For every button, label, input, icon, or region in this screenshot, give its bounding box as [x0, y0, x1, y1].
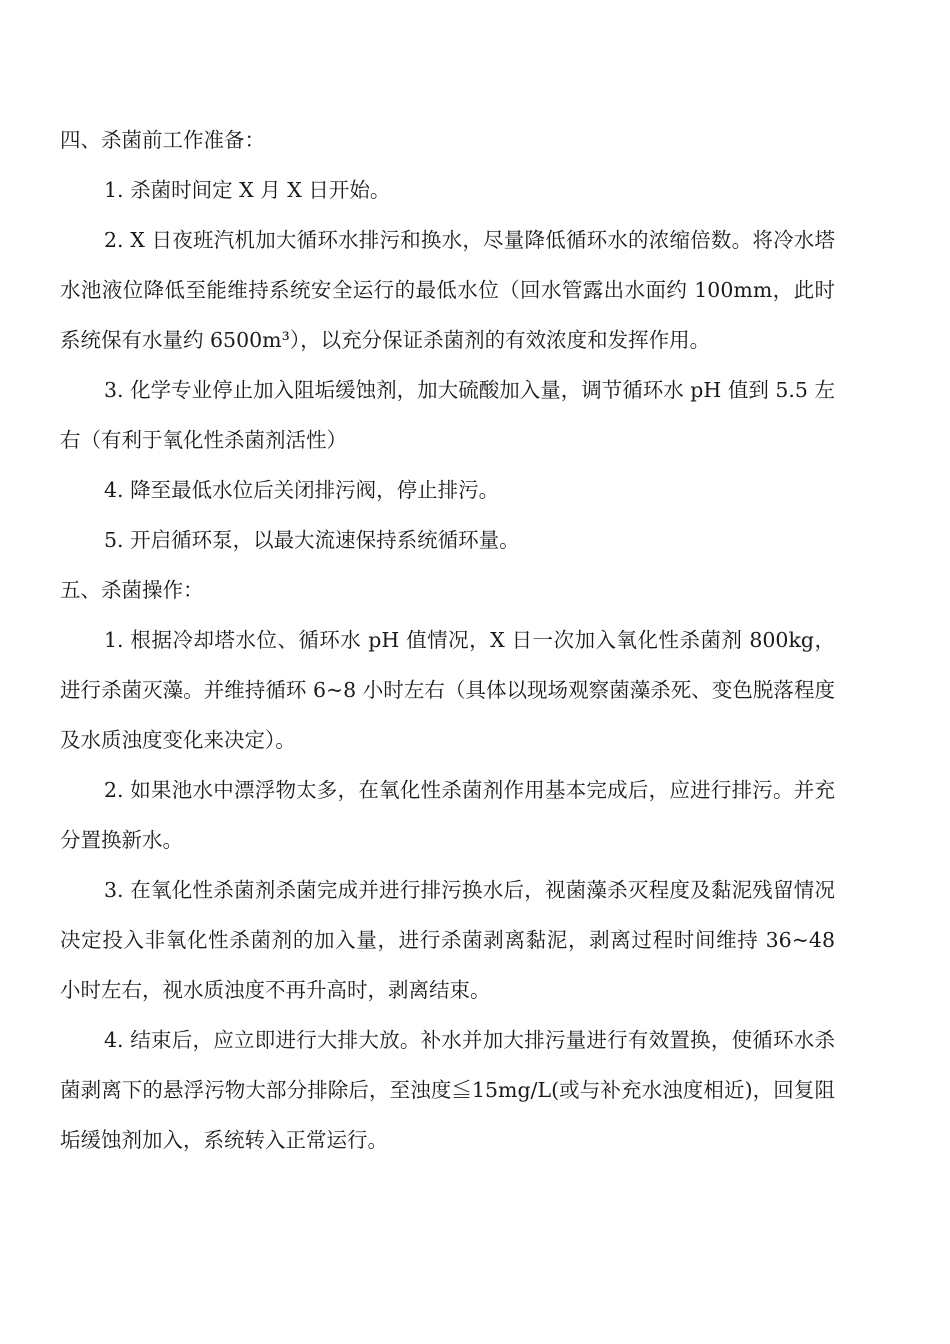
section-operation — [60, 565, 835, 1165]
paragraph: 1. 根据冷却塔水位、循环水 pH 值情况，X 日一次加入氧化性杀菌剂 800kg，进行杀菌灭藻。并维持循环 6~8 小时左右（具体以现场观察菌藻杀死、变色脱落程度及水质浊度变化来决定）。 — [60, 628, 835, 752]
paragraph: 4. 降至最低水位后关闭排污阀，停止排污。 — [104, 478, 500, 502]
section-heading: 五、杀菌操作： — [60, 578, 204, 602]
paragraph: 3. 在氧化性杀菌剂杀菌完成并进行排污换水后，视菌藻杀灭程度及黏泥残留情况决定投入非氧化性杀菌剂的加入量，进行杀菌剥离黏泥，剥离过程时间维持 36~48 小时左右，视水质浊度不再升高时，剥离结束。 — [60, 878, 835, 1002]
section-heading: 四、杀菌前工作准备： — [60, 128, 265, 152]
paragraph: 4. 结束后，应立即进行大排大放。补水并加大排污量进行有效置换，使循环水杀菌剥离下的悬浮污物大部分排除后，至浊度≦15mg/L(或与补充水浊度相近)，回复阻垢缓蚀剂加入，系统转入正常运行。 — [60, 1028, 835, 1152]
paragraph: 5. 开启循环泵，以最大流速保持系统循环量。 — [104, 528, 520, 552]
paragraph: 1. 杀菌时间定 X 月 X 日开始。 — [104, 178, 391, 202]
paragraph: 3. 化学专业停止加入阻垢缓蚀剂，加大硫酸加入量，调节循环水 pH 值到 5.5 左右（有利于氧化性杀菌剂活性） — [60, 378, 835, 452]
section-preparation — [60, 115, 835, 565]
document-page — [60, 115, 835, 1165]
paragraph: 2. 如果池水中漂浮物太多，在氧化性杀菌剂作用基本完成后，应进行排污。并充分置换新水。 — [60, 778, 835, 852]
paragraph: 2. X 日夜班汽机加大循环水排污和换水，尽量降低循环水的浓缩倍数。将冷水塔水池液位降低至能维持系统安全运行的最低水位（回水管露出水面约 100mm，此时系统保有水量约 6500m³），以充分保证杀菌剂的有效浓度和发挥作用。 — [60, 228, 835, 352]
